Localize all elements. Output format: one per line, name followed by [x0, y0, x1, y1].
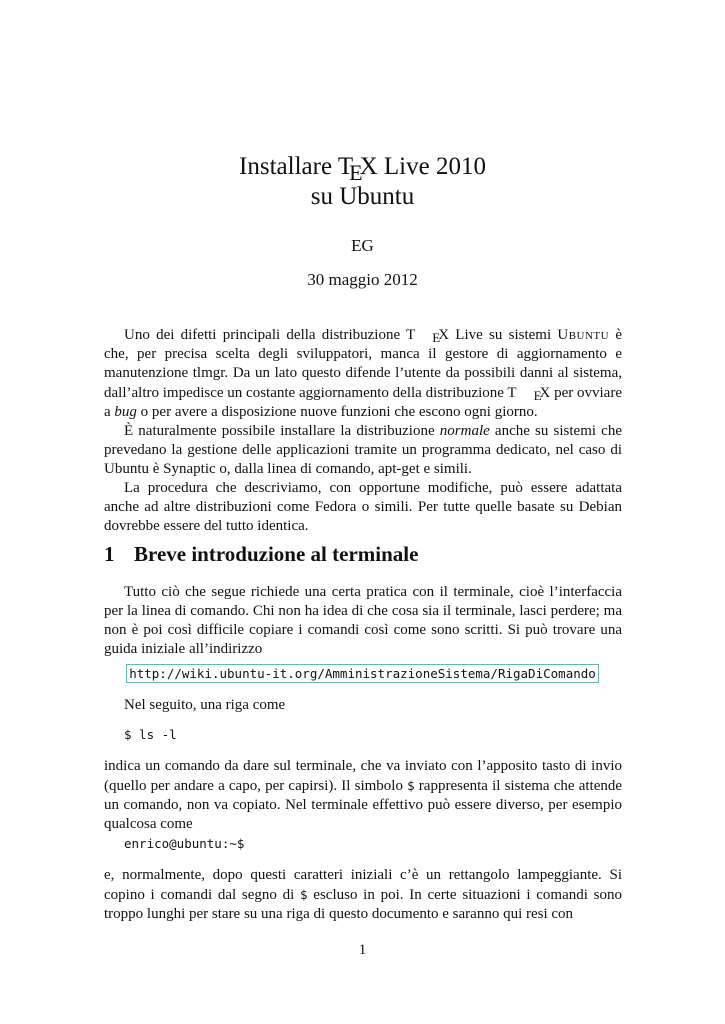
text-run: rappresenta il sistema che attende un comando, non va copiato. Nel terminale effettivo può essere diverso, per esempio qualcosa come: [104, 778, 623, 832]
title-line-2: su Ubuntu: [310, 183, 415, 210]
text-run: indica un comando da dare sul terminale, che va inviato con l’apposito tasto di invio (quello per andare a capo, per capirsi). Il simbolo: [104, 758, 622, 794]
text-run: per ovviare a: [104, 385, 622, 420]
section-paragraph-4: [104, 866, 622, 924]
emphasis-bug: bug: [114, 404, 137, 420]
dollar-symbol: $: [300, 887, 308, 902]
tex-logo-x: X: [359, 153, 378, 180]
tex-logo-inline: T EX: [507, 385, 551, 403]
abstract: [104, 325, 622, 536]
title-text-pre: Installare: [239, 153, 338, 180]
emphasis-normale: normale: [439, 423, 490, 439]
paragraph: Nel seguito, una riga come: [124, 697, 286, 713]
abstract-paragraph-3: La procedura che descriviamo, con opportune modifiche, può essere adattata anche ad altre distribuzioni come Fedora o simili. Per tutte quelle basate su Debian dovrebbe essere del tutto identica.: [104, 480, 622, 534]
paragraph: [104, 757, 622, 834]
text-run: è che, per precisa scelta degli sviluppatori, manca il gestore di aggiornamento e manutenzione tlmgr. Da un lato questo difende l’utente da possibili danni al sistema, dall’altro impedisce un costante aggiornamento della distribuzione: [104, 327, 622, 401]
date: 30 maggio 2012: [307, 270, 418, 289]
author: EG: [351, 236, 374, 255]
document-title: [0, 152, 725, 212]
text-run: o per avere a disposizione nuove funzioni che escono ogni giorno.: [136, 404, 538, 420]
ubuntu-smallcaps: Ubuntu: [557, 327, 610, 343]
text-run: escluso in poi. In certe situazioni i comandi sono troppo lunghi per stare su una riga di questo documento e saranno qui resi con: [104, 887, 622, 922]
tex-logo-inline: T EX: [406, 327, 450, 345]
title-line-1: [0, 152, 725, 185]
text-run: e, normalmente, dopo questi caratteri iniziali c’è un rettangolo lampeggiante. Si copino i comandi dal segno di: [104, 867, 622, 903]
abstract-paragraph-2: [104, 422, 622, 479]
code-example-ls: $ ls -l: [124, 727, 177, 742]
url-line: [0, 664, 725, 683]
tex-logo: [337, 153, 378, 185]
section-paragraph-2: [104, 696, 622, 715]
text-run: anche su sistemi che prevedano la gestione delle applicazioni tramite un programma dedicato, nel caso di Ubuntu è Synaptic o, dalla linea di comando, apt-get e simili.: [104, 423, 622, 477]
page-number: 1: [358, 942, 367, 958]
section-title: Breve introduzione al terminale: [134, 542, 419, 566]
text-run: Live su sistemi: [449, 327, 558, 343]
tex-logo-e: E: [349, 160, 363, 185]
text-run: È naturalmente possibile installare la distribuzione: [124, 423, 440, 439]
wiki-link[interactable]: http://wiki.ubuntu-it.org/AmministrazioneSistema/RigaDiComando: [126, 664, 599, 683]
tex-logo-t: T: [337, 153, 354, 180]
section-paragraph-3: [104, 757, 622, 834]
dollar-symbol: $: [407, 778, 415, 793]
text-run: Uno dei difetti principali della distribuzione: [124, 327, 407, 343]
title-text-post: Live 2010: [377, 153, 486, 180]
section-number: 1: [104, 542, 115, 566]
paragraph: [104, 866, 622, 924]
abstract-paragraph-1: [104, 325, 622, 422]
section-heading: [104, 542, 624, 567]
section-paragraph-1: [104, 583, 622, 659]
paragraph: Tutto ciò che segue richiede una certa pratica con il terminale, cioè l’interfaccia per la linea di comando. Chi non ha idea di che cosa sia il terminale, lasci perdere; ma non è poi così difficile copiare i comandi così come sono scritti. Si può trovare una guida iniziale all’indirizzo: [104, 584, 622, 657]
code-example-prompt: enrico@ubuntu:~$: [124, 836, 245, 851]
